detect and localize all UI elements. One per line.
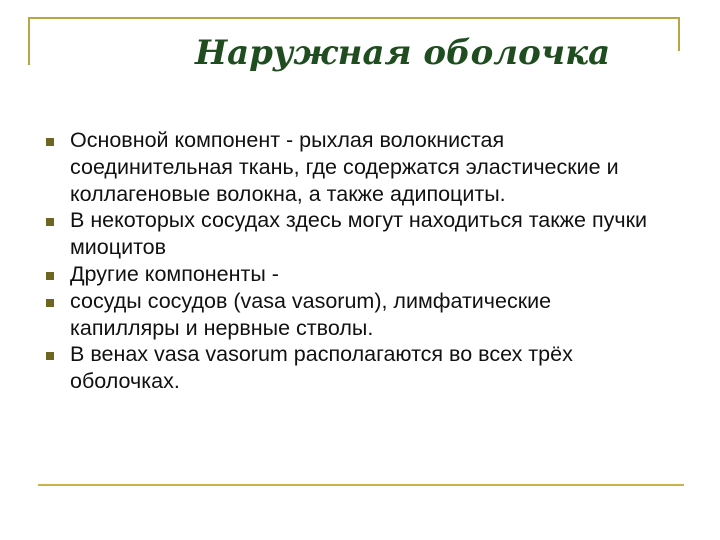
square-bullet-icon bbox=[46, 299, 54, 307]
bullet-list bbox=[46, 127, 656, 395]
slide-title: Наружная оболочка bbox=[195, 33, 611, 73]
square-bullet-icon bbox=[46, 352, 54, 360]
bullet-text: Основной компонент - рыхлая волокнистая соединительная ткань, где содержатся эластические и коллагеновые волокна, а также адипоциты. bbox=[70, 128, 619, 206]
bullet-text: В венах vasa vasorum располагаются во всех трёх оболочках. bbox=[70, 342, 573, 394]
bullet-item bbox=[46, 288, 656, 342]
top-decorative-rule bbox=[28, 17, 680, 19]
bullet-item bbox=[46, 207, 656, 261]
square-bullet-icon bbox=[46, 218, 54, 226]
bottom-decorative-rule bbox=[38, 484, 684, 486]
left-decorative-rule bbox=[28, 17, 30, 65]
square-bullet-icon bbox=[46, 138, 54, 146]
right-decorative-rule bbox=[678, 17, 680, 51]
bullet-item bbox=[46, 261, 656, 288]
bullet-text: сосуды сосудов (vasa vasorum), лимфатические капилляры и нервные стволы. bbox=[70, 288, 552, 340]
square-bullet-icon bbox=[46, 272, 54, 280]
bullet-item bbox=[46, 341, 656, 395]
bullet-item bbox=[46, 127, 656, 207]
bullet-text: Другие компоненты - bbox=[70, 261, 279, 286]
bullet-text: В некоторых сосудах здесь могут находиться также пучки миоцитов bbox=[70, 208, 647, 260]
